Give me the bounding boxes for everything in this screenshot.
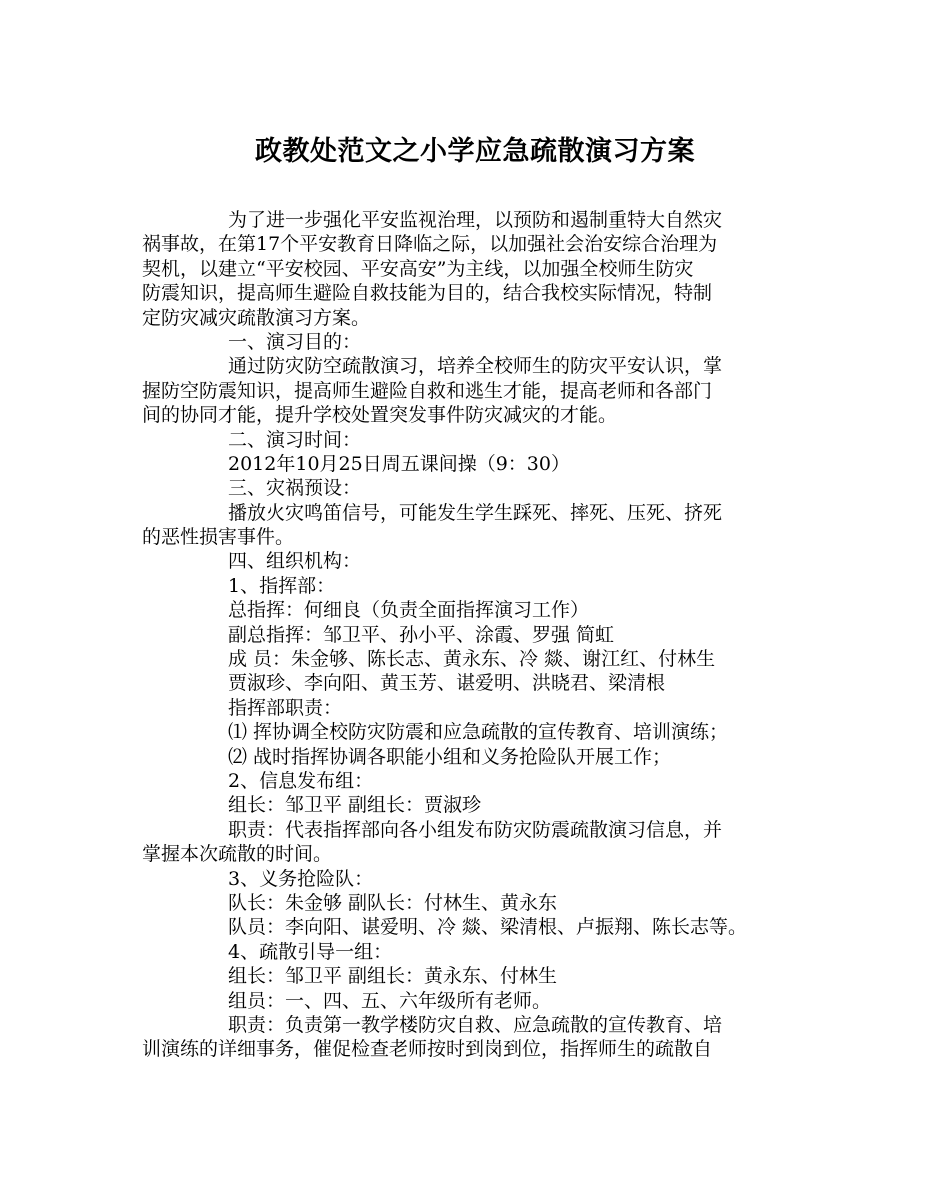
- body-line: 的恶性损害事件。: [142, 526, 295, 549]
- body-line: 职责：代表指挥部向各小组发布防灾防震疏散演习信息，并: [228, 818, 723, 841]
- body-line: 总指挥：何细良（负责全面指挥演习工作）: [228, 599, 590, 622]
- body-line: 组长：邹卫平 副组长：黄永东、付林生: [228, 965, 558, 988]
- body-line: 组员：一、四、五、六年级所有老师。: [228, 989, 552, 1012]
- body-line: 2、信息发布组：: [228, 769, 374, 792]
- body-line: 三、灾祸预设：: [228, 477, 362, 500]
- body-line: 队员：李向阳、谌爱明、冷 燚、梁清根、卢振翔、陈长志等。: [228, 916, 748, 939]
- body-line: 队长：朱金够 副队长：付林生、黄永东: [228, 891, 558, 914]
- body-line: 成 员：朱金够、陈长志、黄永东、冷 燚、谢江红、付林生: [228, 648, 716, 671]
- body-line: 指挥部职责：: [228, 696, 343, 719]
- body-line: 贾淑珍、李向阳、黄玉芳、谌爱明、洪晓君、梁清根: [228, 672, 666, 695]
- body-line: 训演练的详细事务，催促检查老师按时到岗到位，指挥师生的疏散自: [142, 1038, 713, 1061]
- body-line: 契机，以建立“平安校园、平安高安”为主线，以加强全校师生防灾: [142, 257, 694, 280]
- body-line: ⑵ 战时指挥协调各职能小组和义务抢险队开展工作；: [228, 745, 672, 768]
- body-line: 副总指挥：邹卫平、孙小平、涂霞、罗强 简虹: [228, 623, 615, 646]
- body-line: 掌握本次疏散的时间。: [142, 843, 333, 866]
- body-line: 4、疏散引导一组：: [228, 940, 393, 963]
- body-line: 一、演习目的：: [228, 330, 362, 353]
- body-line: 定防灾减灾疏散演习方案。: [142, 306, 371, 329]
- body-line: 为了进一步强化平安监视治理，以预防和遏制重特大自然灾: [228, 209, 723, 231]
- document-title: 政教处范文之小学应急疏散演习方案: [255, 136, 695, 167]
- body-line: 四、组织机构：: [228, 550, 362, 573]
- body-line: 2012年10月25日周五课间操（9：30）: [228, 452, 570, 475]
- body-line: 3、义务抢险队：: [228, 867, 374, 890]
- body-line: 祸事故，在第17个平安教育日降临之际，以加强社会治安综合治理为: [142, 233, 718, 256]
- body-line: 1、指挥部：: [228, 574, 336, 597]
- body-line: 握防空防震知识，提高师生避险自救和逃生才能，提高老师和各部门: [142, 379, 713, 402]
- document-body: [142, 208, 812, 1062]
- body-line: ⑴ 挥协调全校防灾防震和应急疏散的宣传教育、培训演练；: [228, 721, 729, 744]
- body-line: 职责：负责第一教学楼防灾自救、应急疏散的宣传教育、培: [228, 1013, 723, 1036]
- body-line: 通过防灾防空疏散演习，培养全校师生的防灾平安认识，掌: [228, 355, 723, 378]
- body-line: 防震知识，提高师生避险自救技能为目的，结合我校实际情况，特制: [142, 282, 713, 305]
- body-line: 间的协同才能，提升学校处置突发事件防灾减灾的才能。: [142, 404, 618, 427]
- body-line: 二、演习时间：: [228, 428, 362, 451]
- body-line: 组长：邹卫平 副组长：贾淑珍: [228, 794, 482, 817]
- body-line: 播放火灾鸣笛信号，可能发生学生踩死、摔死、压死、挤死: [228, 501, 723, 524]
